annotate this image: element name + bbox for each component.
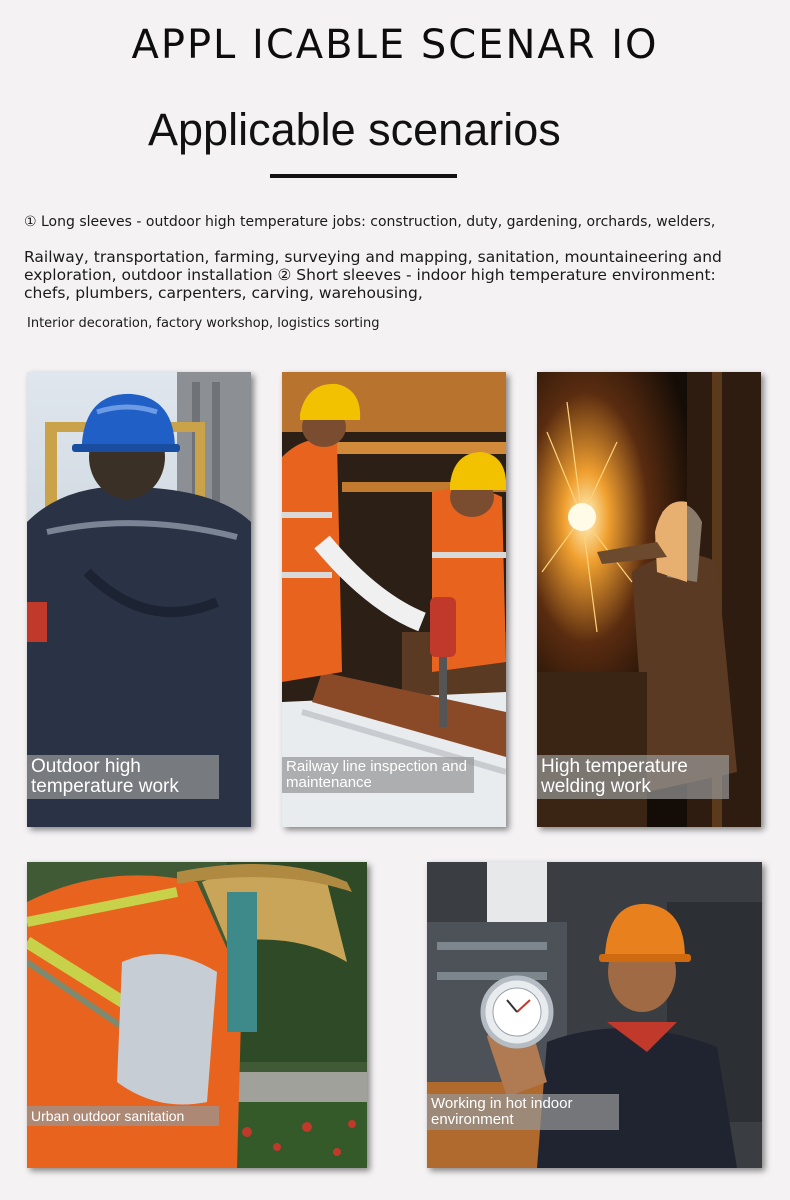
caption-railway: Railway line inspection and maintenance bbox=[282, 757, 474, 793]
caption-welding: High temperature welding work bbox=[537, 755, 729, 799]
caption-sanitation: Urban outdoor sanitation bbox=[27, 1106, 219, 1126]
description-line-1: ① Long sleeves - outdoor high temperature jobs: construction, duty, gardening, orchards, welders, bbox=[24, 214, 716, 230]
photo-welding bbox=[537, 372, 761, 827]
banner-title: APPL ICABLE SCENAR IO bbox=[131, 22, 659, 68]
description-line-3: Interior decoration, factory workshop, logistics sorting bbox=[27, 316, 380, 331]
photo-railway bbox=[282, 372, 506, 827]
caption-indoor: Working in hot indoor environment bbox=[427, 1094, 619, 1130]
title-underline bbox=[270, 174, 457, 178]
description-block-2: Railway, transportation, farming, surveying and mapping, sanitation, mountaineering and exploration, outdoor installation ② Short sleeves - indoor high temperature environment: chefs, plumbers, carpenters, carving, warehousing, bbox=[24, 248, 722, 302]
page-title: Applicable scenarios bbox=[148, 104, 561, 155]
caption-outdoor-work: Outdoor high temperature work bbox=[27, 755, 219, 799]
photo-indoor bbox=[427, 862, 762, 1168]
photo-outdoor-work bbox=[27, 372, 251, 827]
photo-sanitation bbox=[27, 862, 367, 1168]
